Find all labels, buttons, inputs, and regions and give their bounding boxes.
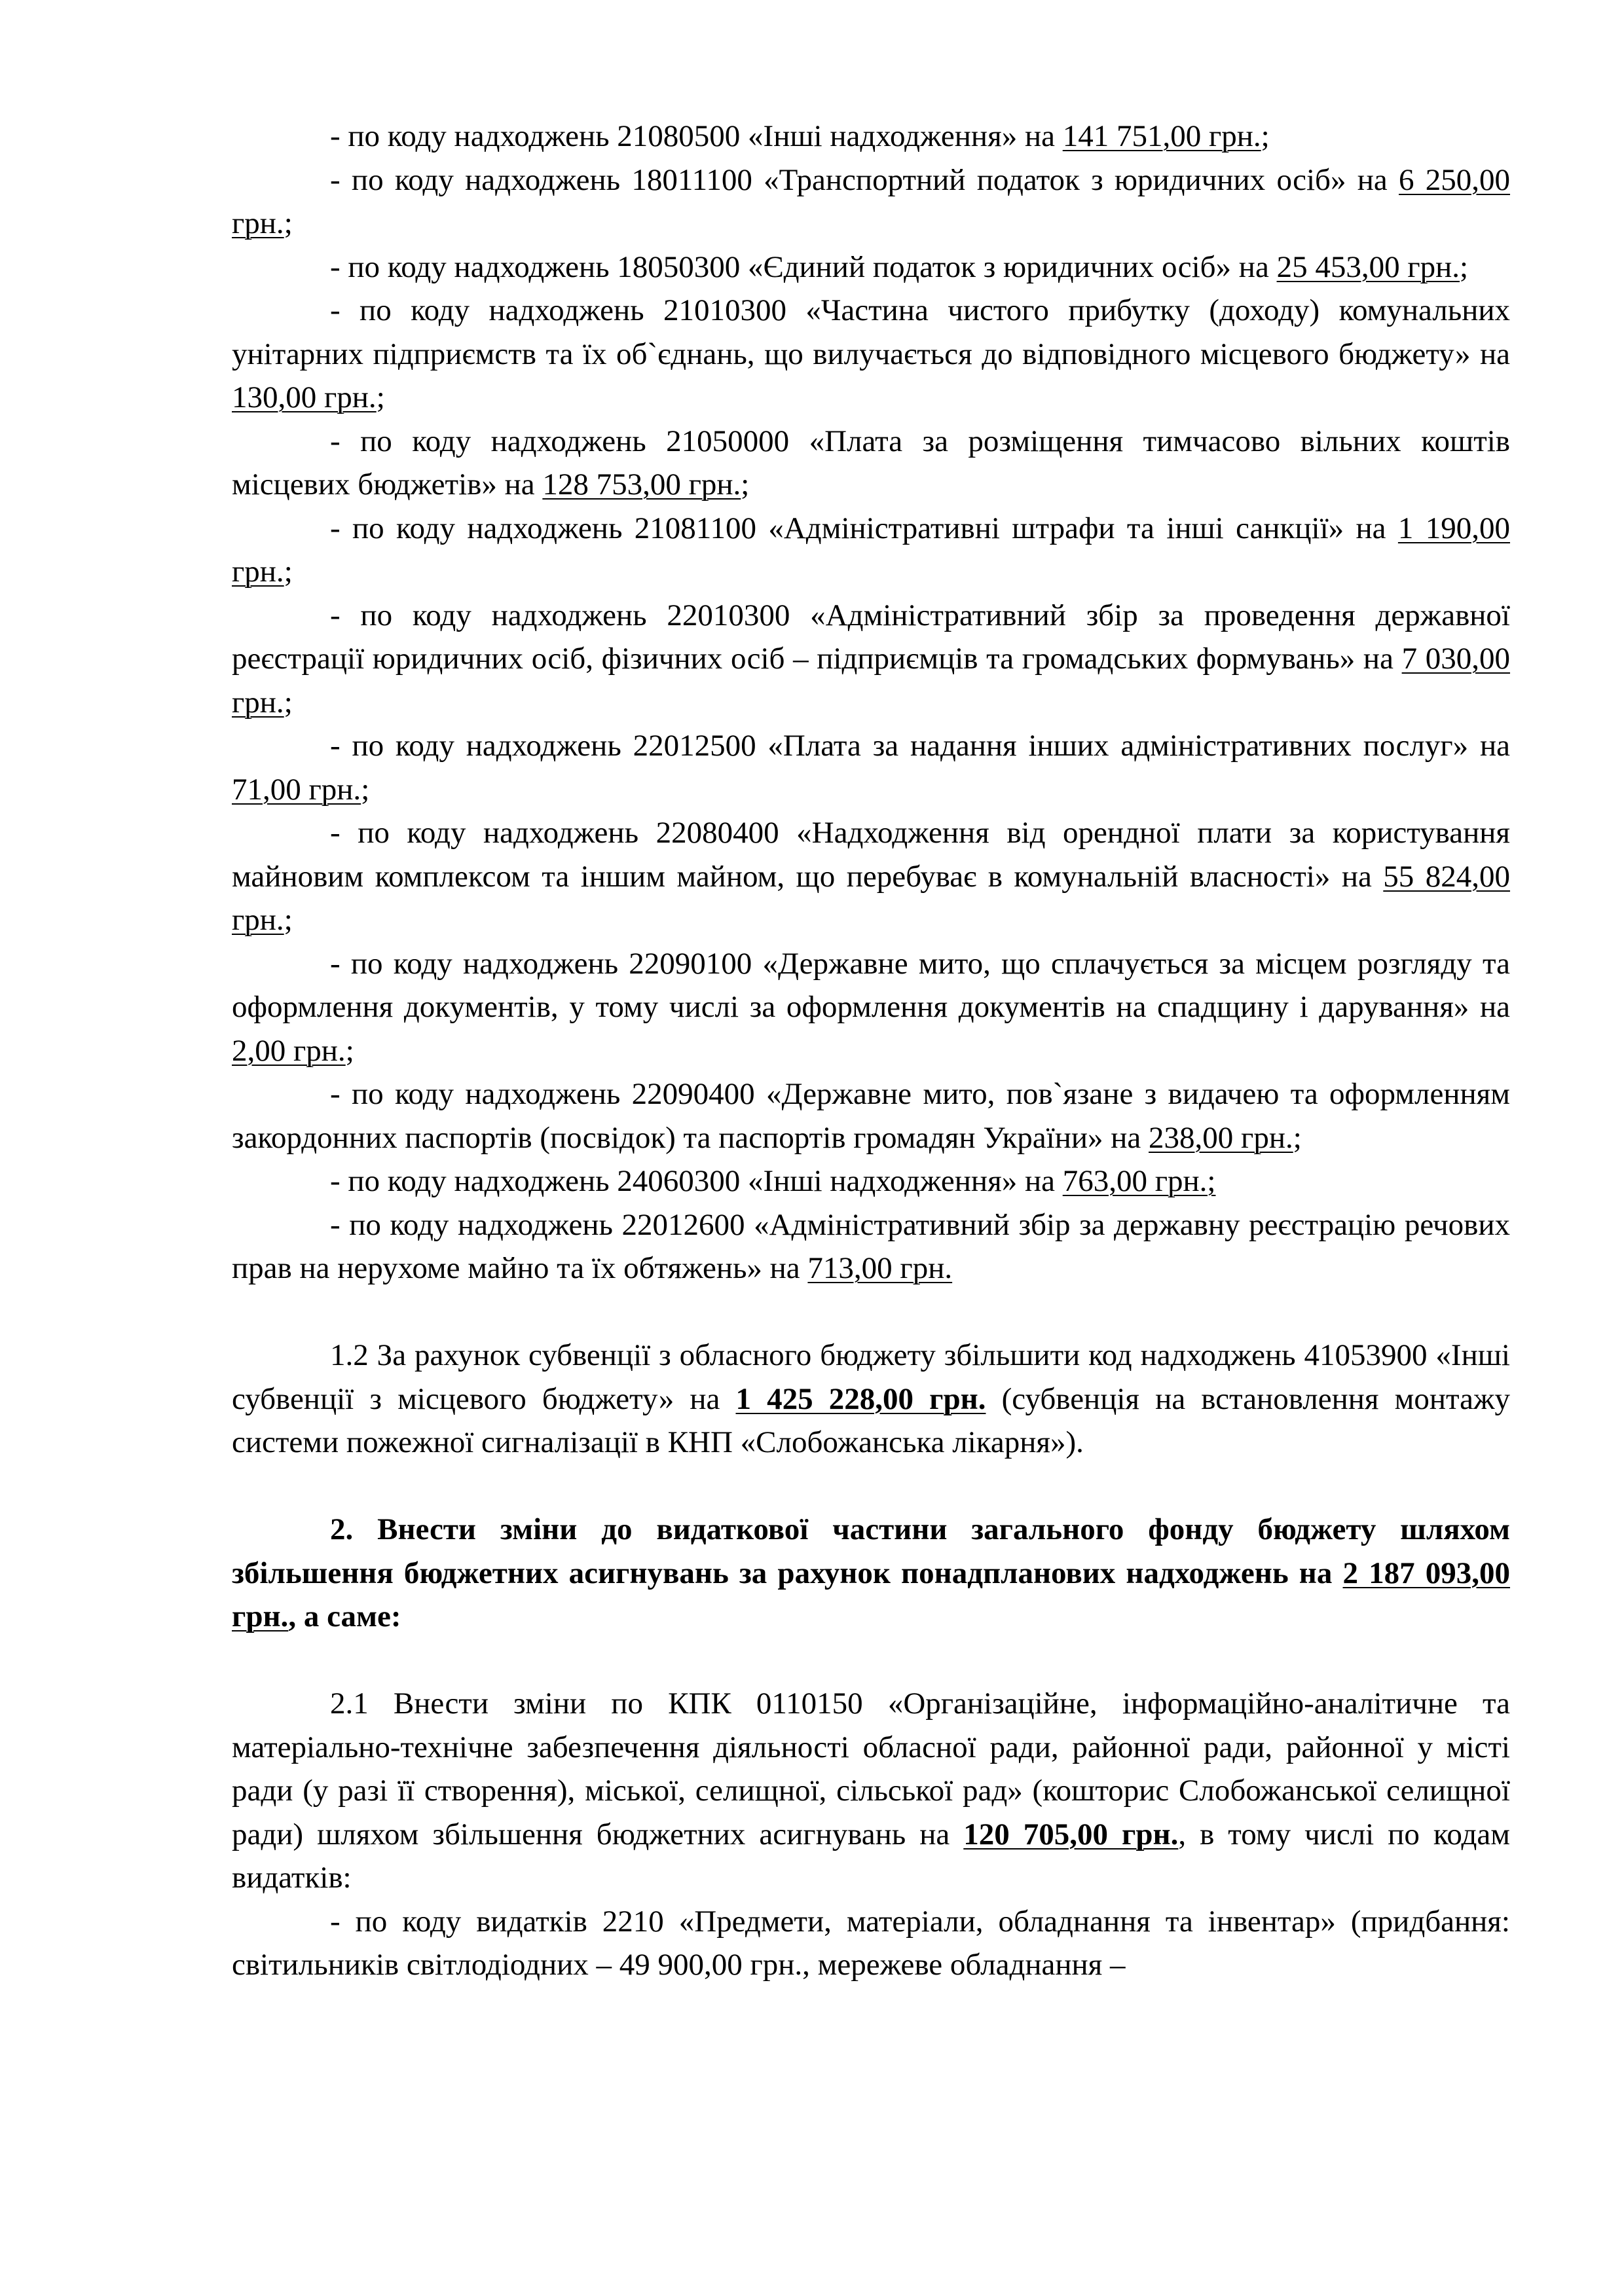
kpk-amount: 120 705,00 грн. xyxy=(963,1817,1179,1851)
income-item: - по коду надходжень 22012600 «Адміністративний збір за державну реєстрацію речових прав на нерухоме майно та їх обтяжень» на 713,00 грн. xyxy=(232,1207,1510,1285)
expense-total-amount: 2 187 093,00 грн. xyxy=(232,1556,1510,1633)
income-item: - по коду надходжень 21010300 «Частина чистого прибутку (доходу) комунальних унітарних підприємств та їх об`єднань, що вилучається до відповідного місцевого бюджету» на 130,00 грн.; xyxy=(232,293,1510,414)
section-2-heading: 2. Внести зміни до видаткової частини загального фонду бюджету шляхом збільшення бюджетних асигнувань за рахунок понадпланових надходжень на 2 187 093,00 грн., а саме: xyxy=(232,1512,1510,1633)
expense-item: - по коду видатків 2210 «Предмети, матеріали, обладнання та інвентар» (придбання: світильників світлодіодних – 49 900,00 грн., мережеве обладнання – xyxy=(232,1904,1510,1982)
income-item: - по коду надходжень 21080500 «Інші надходження» на 141 751,00 грн.; xyxy=(330,119,1270,153)
spacer xyxy=(232,1639,1510,1683)
income-amount: 2,00 грн. xyxy=(232,1033,346,1068)
income-amount: 1 190,00 грн. xyxy=(232,511,1511,589)
income-amount: 141 751,00 грн. xyxy=(1062,119,1261,153)
income-amount: 6 250,00 грн. xyxy=(232,162,1511,240)
income-item: - по коду надходжень 22090100 «Державне мито, що сплачується за місцем розгляду та оформлення документів, у тому числі за оформлення документів на спадщину і дарування» на 2,00 грн.; xyxy=(232,946,1510,1068)
document-page xyxy=(232,115,1510,1987)
income-amount: 238,00 грн. xyxy=(1149,1120,1293,1155)
income-amount: 763,00 грн.; xyxy=(1062,1164,1216,1198)
income-item: - по коду надходжень 22012500 «Плата за надання інших адміністративних послуг» на 71,00 грн.; xyxy=(232,729,1510,807)
income-item: - по коду надходжень 18050300 «Єдиний податок з юридичних осіб» на 25 453,00 грн.; xyxy=(330,249,1469,284)
income-amount: 128 753,00 грн. xyxy=(542,467,741,501)
income-item: - по коду надходжень 24060300 «Інші надходження» на 763,00 грн.; xyxy=(330,1164,1216,1198)
section-1-2: 1.2 За рахунок субвенції з обласного бюджету збільшити код надходжень 41053900 «Інші субвенції з місцевого бюджету» на 1 425 228,00 грн. (субвенція на встановлення монтажу системи пожежної сигналізації в КНП «Слобожанська лікарня»). xyxy=(232,1338,1510,1459)
income-item: - по коду надходжень 22080400 «Надходження від орендної плати за користування майновим комплексом та іншим майном, що перебуває в комунальній власності» на 55 824,00 грн.; xyxy=(232,816,1511,937)
income-item: - по коду надходжень 22090400 «Державне мито, пов`язане з видачею та оформленням закордонних паспортів (посвідок) та паспортів громадян України» на 238,00 грн.; xyxy=(232,1077,1510,1155)
income-amount: 7 030,00 грн. xyxy=(232,642,1511,720)
income-item: - по коду надходжень 22010300 «Адміністративний збір за проведення державної реєстрації юридичних осіб, фізичних осіб – підприємців та громадських формувань» на 7 030,00 грн.; xyxy=(232,598,1511,720)
income-amount: 130,00 грн. xyxy=(232,380,377,414)
income-amount: 71,00 грн. xyxy=(232,772,361,807)
income-amount: 25 453,00 грн. xyxy=(1276,249,1460,284)
income-amount: 713,00 грн. xyxy=(807,1251,953,1285)
spacer xyxy=(232,1290,1510,1334)
section-2-1: 2.1 Внести зміни по КПК 0110150 «Організаційне, інформаційно-аналітичне та матеріально-технічне забезпечення діяльності обласної ради, районної ради, районної у місті ради (у разі її створення), міської, селищної, сільської рад» (кошторис Слобожанської селищної ради) шляхом збільшення бюджетних асигнувань на 120 705,00 грн., в тому числі по кодам видатків: xyxy=(232,1686,1511,1895)
income-amount: 55 824,00 грн. xyxy=(232,859,1511,937)
income-item: - по коду надходжень 21081100 «Адміністративні штрафи та інші санкції» на 1 190,00 грн.; xyxy=(232,511,1511,589)
income-item: - по коду надходжень 21050000 «Плата за розміщення тимчасово вільних коштів місцевих бюджетів» на 128 753,00 грн.; xyxy=(232,424,1510,501)
spacer xyxy=(232,1465,1510,1508)
subvention-amount: 1 425 228,00 грн. xyxy=(735,1381,986,1416)
income-item: - по коду надходжень 18011100 «Транспортний податок з юридичних осіб» на 6 250,00 грн.; xyxy=(232,162,1511,240)
